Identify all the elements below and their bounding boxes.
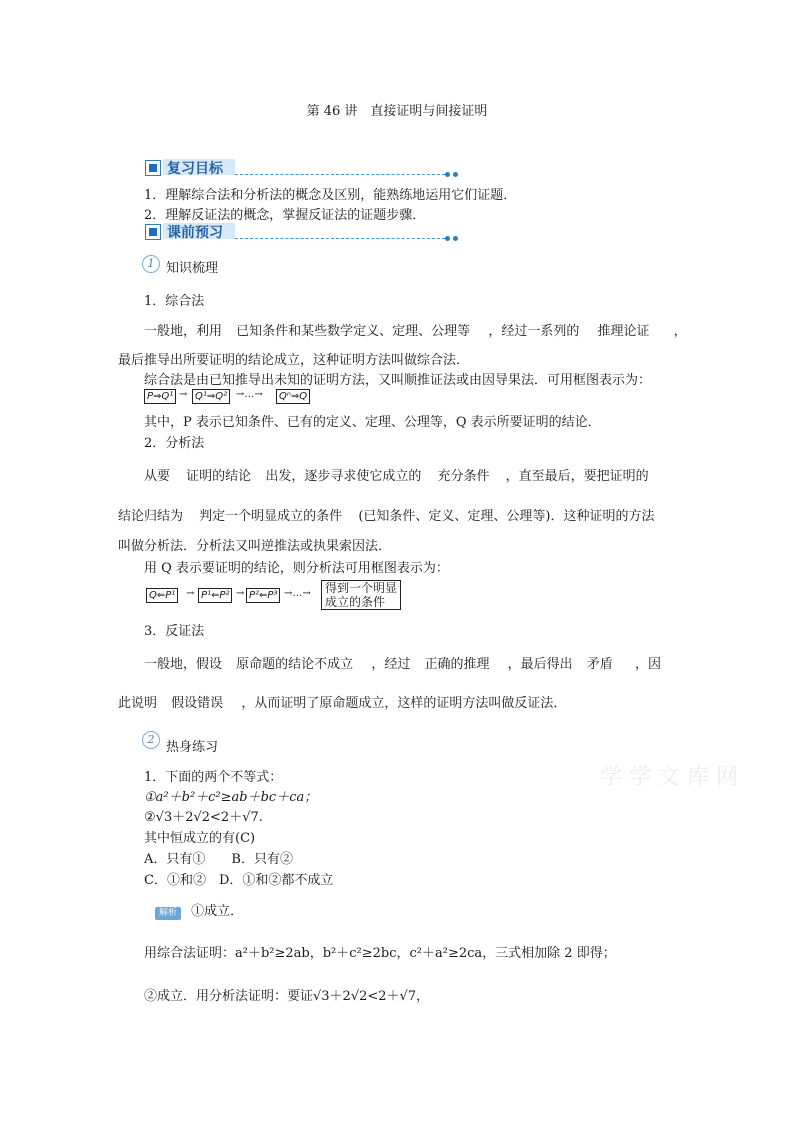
analysis-def-line3: 叫做分析法．分析法又叫逆推法或执果索因法． — [118, 539, 392, 554]
heading-contradiction: 3．反证法 — [144, 624, 205, 639]
inequality-1: ①a²＋b²＋c²≥ab＋bc＋ca； — [144, 790, 318, 805]
dot-icon — [453, 236, 458, 241]
synthesis-def-line2: 最后推导出所要证明的结论成立，这种证明方法叫做综合法． — [118, 353, 470, 368]
fill-blank: 原命题的结论不成立 — [236, 657, 354, 672]
flow-box: Qⁿ⇒Q — [276, 389, 310, 404]
contradiction-def-line2: 此说明 假设错误 ，从而证明了原命题成立，这样的证明方法叫做反证法． — [118, 696, 567, 711]
goal-item-1: 1．理解综合法和分析法的概念及区别，能熟练地运用它们证题． — [144, 188, 517, 203]
flow-box: Q⇐P¹ — [146, 588, 178, 603]
subsection-label: 知识梳理 — [166, 261, 219, 276]
synthesis-note: 其中，P 表示已知条件、已有的定义、定理、公理等，Q 表示所要证明的结论． — [144, 415, 601, 430]
inequality-2: ②√3＋2√2<2＋√7. — [144, 810, 263, 825]
arrow-icon: → — [186, 588, 195, 599]
page-title: 第 46 讲 直接证明与间接证明 — [306, 104, 488, 119]
flow-box: P¹⇐P² — [198, 588, 232, 603]
section-label: 课前预习 — [167, 225, 223, 241]
fill-blank: 正确的推理 — [424, 657, 490, 672]
arrow-icon: → — [236, 588, 245, 599]
dot-icon — [453, 172, 458, 177]
divider — [235, 174, 445, 175]
synthesis-def-line1: 一般地，利用 已知条件和某些数学定义、定理、公理等 ，经过一系列的 推理论证 ， — [144, 324, 687, 339]
dot-icon — [445, 236, 450, 241]
watermark: 学 学 文 库 网 — [600, 765, 738, 790]
square-bullet-icon — [145, 160, 161, 176]
goal-item-2: 2．理解反证法的概念，掌握反证法的证题步骤． — [144, 208, 426, 223]
flow-dots: →…→ — [236, 389, 263, 400]
dot-icon — [445, 172, 450, 177]
heading-analysis: 2．分析法 — [144, 436, 205, 451]
fill-blank: 判定一个明显成立的条件 — [199, 509, 343, 524]
options-ab: A．只有① B．只有② — [144, 852, 293, 867]
fill-blank: 证明的结论 — [186, 469, 252, 484]
divider — [235, 238, 445, 239]
fill-blank: 已知条件和某些数学定义、定理、公理等 — [236, 324, 471, 339]
subsection-label: 热身练习 — [166, 740, 219, 755]
solution-line1: 解析 ①成立． — [155, 900, 243, 920]
synthesis-desc: 综合法是由已知推导出未知的证明方法，又叫顺推证法或由因导果法．可用框图表示为： — [144, 373, 652, 388]
section-header-preview — [145, 222, 475, 240]
heading-synthesis: 1．综合法 — [144, 294, 205, 309]
question-ask: 其中恒成立的有(C) — [144, 831, 256, 846]
analysis-def-line2: 结论归结为 判定一个明显成立的条件 (已知条件、定义、定理、公理等)．这种证明的方法 — [118, 509, 655, 524]
flow-box: P²⇐P³ — [246, 588, 280, 603]
section-header-review-goals — [145, 158, 475, 176]
flow-box: P⇒Q¹ — [144, 389, 176, 404]
square-bullet-icon — [145, 224, 161, 240]
options-cd: C．①和② D．①和②都不成立 — [144, 873, 334, 888]
flow-box: Q¹⇒Q² — [192, 389, 230, 404]
analysis-def-line1: 从要 证明的结论 出发，逐步寻求使它成立的 充分条件 ，直至最后，要把证明的 — [144, 469, 649, 484]
flow-box-final: 得到一个明显 成立的条件 — [321, 580, 401, 610]
contradiction-def-line1: 一般地，假设 原命题的结论不成立 ，经过 正确的推理 ，最后得出 矛盾 ，因 — [144, 657, 661, 672]
fill-blank: 假设错误 — [171, 696, 224, 711]
fill-blank: 矛盾 — [586, 657, 613, 672]
number-circle-icon: 2 — [142, 731, 160, 749]
number-circle-icon: 1 — [142, 255, 160, 273]
section-label: 复习目标 — [167, 161, 223, 177]
fill-blank: 推理论证 — [597, 324, 650, 339]
question-1: 1．下面的两个不等式： — [144, 770, 283, 785]
arrow-icon: → — [179, 389, 188, 400]
flow-dots: →…→ — [284, 588, 311, 599]
solution-line2: 用综合法证明：a²＋b²≥2ab，b²＋c²≥2bc，c²＋a²≥2ca，三式相加除 2 即得； — [144, 946, 616, 961]
analysis-desc: 用 Q 表示要证明的结论，则分析法可用框图表示为： — [144, 561, 449, 576]
fill-blank: 充分条件 — [437, 469, 490, 484]
analysis-tag: 解析 — [155, 907, 181, 920]
solution-line3: ②成立．用分析法证明：要证√3＋2√2<2＋√7， — [144, 989, 430, 1004]
